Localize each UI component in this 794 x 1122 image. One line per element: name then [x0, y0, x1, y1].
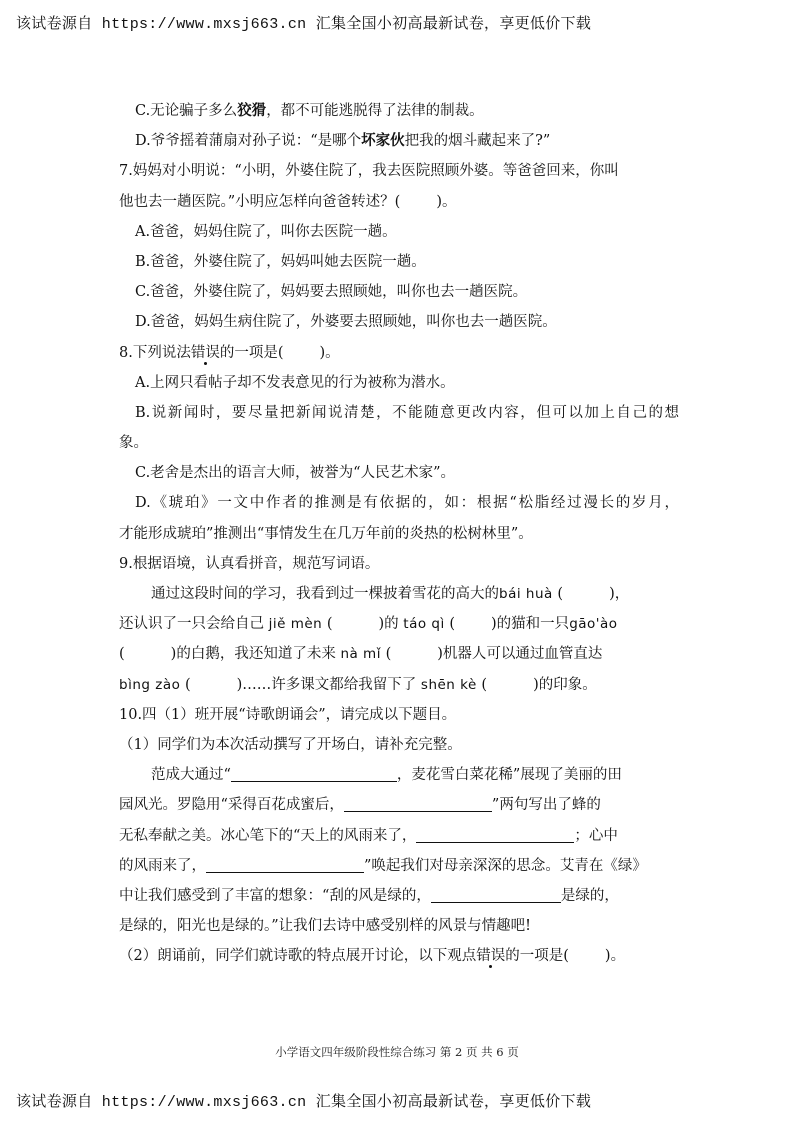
- q10-fill-line2: 园风光。罗隐用“采得百花成蜜后， ”两句写出了蜂的: [119, 790, 679, 820]
- q10-stem: 10.四（1）班开展“诗歌朗诵会”，请完成以下题目。: [119, 706, 457, 723]
- q10-fill-line3: 无私奉献之美。冰心笔下的“天上的风雨来了， ；心中: [119, 821, 679, 851]
- q10-emphasis: 错误: [476, 948, 506, 965]
- q10-fill-line4: 的风雨来了， ”唤起我们对母亲深深的思念。艾青在《绿》: [119, 851, 679, 881]
- fill-blank-5[interactable]: [431, 885, 561, 903]
- pinyin-gao-ao: gāo'ào: [569, 616, 618, 633]
- q10-sub2: （2）朗诵前，同学们就诗歌的特点展开讨论，以下观点错误的一项是( )。: [119, 948, 626, 965]
- q7-stem-line2: 他也去一趟医院。”小明应怎样向爸爸转述？( )。: [119, 193, 457, 210]
- pinyin-na-mi: nà mǐ: [340, 646, 381, 663]
- q8-option-d-line1: D.《琥珀》一文中作者的推测是有依据的，如：根据“松脂经过漫长的岁月，: [135, 495, 679, 512]
- q8-stem: 8.下列说法错误的一项是( )。: [119, 344, 340, 361]
- pinyin-shen-ke: shēn kè: [420, 676, 477, 693]
- fill-blank-2[interactable]: [344, 794, 492, 812]
- fill-blank-4[interactable]: [206, 855, 364, 873]
- q8-option-d-line2: 才能形成琥珀”推测出“事情发生在几万年前的炎热的松树林里”。: [119, 525, 533, 542]
- q9-paragraph-line3: ( )的白鹅，我还知道了未来 nà mǐ ( )机器人可以通过血管直达: [119, 646, 603, 663]
- q8-option-b-line1: B.说新闻时，要尽量把新闻说清楚，不能随意更改内容，但可以加上自己的想: [135, 404, 679, 421]
- pinyin-tao-qi: táo qì: [403, 616, 445, 633]
- q6-keyword-c: 狡猾: [237, 102, 267, 119]
- q10-fill-line5: 中让我们感受到了丰富的想象：“刮的风是绿的， 是绿的，: [119, 881, 679, 911]
- q9-paragraph-line2: 还认识了一只会给自己 jiě mèn ( )的 táo qì ( )的猫和一只gāo'ào: [119, 616, 618, 633]
- source-banner-bottom: 该试卷源自 https://www.mxsj663.cn 汇集全国小初高最新试卷，享更低价下载: [16, 1094, 592, 1111]
- source-banner-top: 该试卷源自 https://www.mxsj663.cn 汇集全国小初高最新试卷，享更低价下载: [16, 16, 592, 33]
- q7-option-b: B.爸爸，外婆住院了，妈妈叫她去医院一趟。: [135, 253, 426, 270]
- q6-option-d: D.爷爷摇着蒲扇对孙子说：“是哪个坏家伙把我的烟斗藏起来了?”: [135, 132, 551, 150]
- q7-option-d: D.爸爸，妈妈生病住院了，外婆要去照顾她，叫你也去一趟医院。: [135, 314, 557, 331]
- q8-option-c: C.老舍是杰出的语言大师，被誉为“人民艺术家”。: [135, 465, 456, 482]
- q9-paragraph-line4: bìng zào ( )……许多课文都给我留下了 shēn kè ( )的印象。: [119, 676, 597, 693]
- pinyin-bing-zao: bìng zào: [119, 676, 181, 693]
- q7-option-a: A.爸爸，妈妈住院了，叫你去医院一趟。: [135, 223, 397, 240]
- q10-fill-line6: 是绿的，阳光也是绿的。”让我们去诗中感受别样的风景与情趣吧!: [119, 918, 531, 935]
- q9-paragraph-line1: 通过这段时间的学习，我看到过一棵披着雪花的高大的bái huà ( )，: [151, 586, 630, 602]
- page-footer: 小学语文四年级阶段性综合练习 第 2 页 共 6 页: [275, 1045, 519, 1059]
- q6-option-c: C.无论骗子多么狡猾，都不可能逃脱得了法律的制裁。: [135, 102, 484, 119]
- exam-content: [119, 96, 679, 971]
- q7-option-c: C.爸爸，外婆住院了，妈妈要去照顾她，叫你也去一趟医院。: [135, 284, 528, 301]
- fill-blank-3[interactable]: [416, 825, 574, 843]
- q9-stem: 9.根据语境，认真看拼音，规范写词语。: [119, 555, 380, 572]
- pinyin-jie-men: jiě mèn: [268, 616, 323, 633]
- q10-sub1: （1）同学们为本次活动撰写了开场白，请补充完整。: [119, 736, 462, 753]
- pinyin-bai-hua: bái huà: [499, 586, 553, 602]
- q8-option-a: A.上网只看帖子却不发表意见的行为被称为潜水。: [135, 374, 455, 391]
- q8-option-b-line2: 象。: [119, 435, 148, 452]
- q8-emphasis: 错误: [190, 344, 220, 361]
- fill-blank-1[interactable]: [231, 764, 397, 782]
- q7-stem-line1: 7.妈妈对小明说：“小明，外婆住院了，我去医院照顾外婆。等爸爸回来，你叫: [119, 163, 619, 180]
- q10-fill-line1: 范成大通过“ ，麦花雪白菜花稀”展现了美丽的田: [119, 760, 679, 790]
- q6-keyword-d: 坏家伙: [361, 132, 405, 150]
